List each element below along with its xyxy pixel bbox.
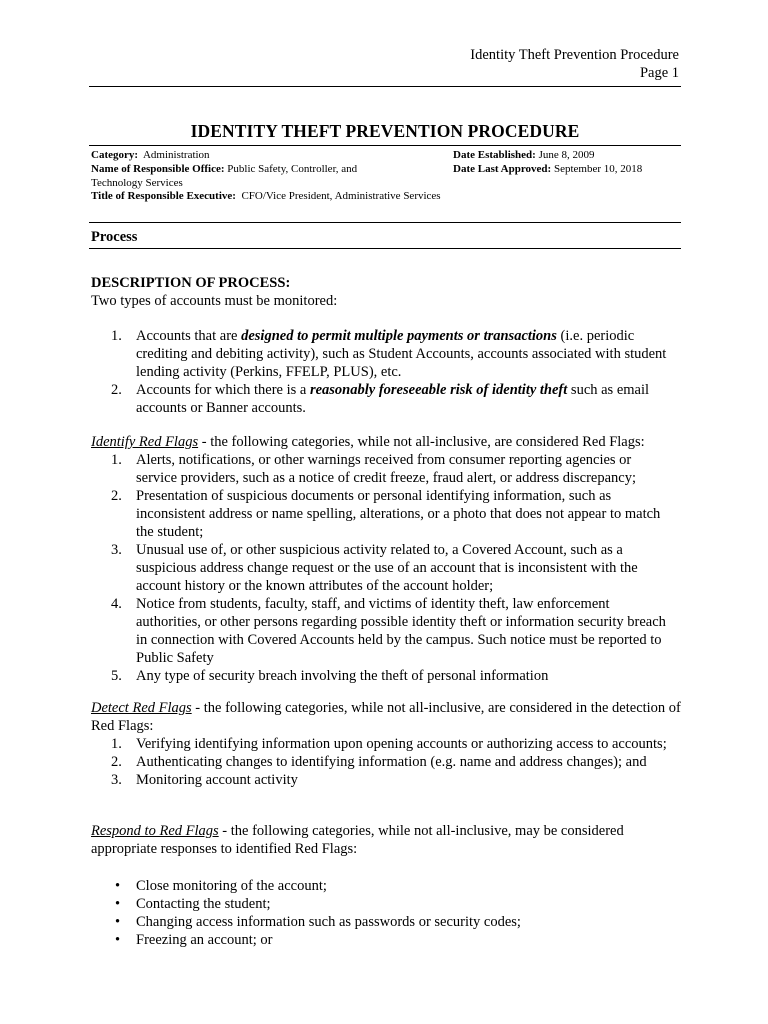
detect-intro: Detect Red Flags - the following categories, while not all-inclusive, are considered in the detection of Red Flags: xyxy=(91,700,681,734)
list-item: • Contacting the student; xyxy=(115,896,271,912)
list-item: 3. Monitoring account activity xyxy=(111,772,298,788)
list-item: 3. Unusual use of, or other suspicious activity related to, a Covered Account, such as a suspicious address change request or the use of an account that is inconsistent with the account history or the known attributes of the account holder; xyxy=(111,542,638,594)
list-item: 5. Any type of security breach involving the theft of personal information xyxy=(111,668,549,684)
list-item: 1. Verifying identifying information upon opening accounts or authorizing access to accounts; xyxy=(111,736,667,752)
category-label: Category: xyxy=(91,149,139,161)
section-label: Process xyxy=(91,229,138,245)
office-value: Public Safety, Controller, and Technology Services xyxy=(91,162,358,189)
executive-label: Title of Responsible Executive: xyxy=(91,190,236,202)
description-block xyxy=(91,274,681,310)
identify-label: Identify Red Flags xyxy=(91,434,199,450)
category-line xyxy=(91,149,411,163)
document-title: IDENTITY THEFT PREVENTION PROCEDURE xyxy=(190,121,580,141)
respond-label: Respond to Red Flags xyxy=(91,823,219,839)
office-label: Name of Responsible Office: xyxy=(91,162,225,175)
established-value: June 8, 2009 xyxy=(538,149,595,161)
bullet-icon: • xyxy=(115,932,121,948)
list-item: 1. Accounts that are designed to permit multiple payments or transactions (i.e. periodic crediting and debiting activity), such as Student Accounts, accounts associated with student lending activity (Perkins, FFELP, PLUS), etc. xyxy=(111,328,667,380)
bullet-icon: • xyxy=(115,896,121,912)
executive-line xyxy=(91,190,651,204)
list-item: 4. Notice from students, faculty, staff, and victims of identity theft, law enforcement authorities, or other persons regarding possible identity theft or information security breach in connection with Covered Accounts held by the campus. Such notice must be reported to Public Safety xyxy=(111,596,666,666)
running-header-title: Identity Theft Prevention Procedure xyxy=(470,47,679,63)
list-item: • Changing access information such as passwords or security codes; xyxy=(115,914,521,930)
approved-line xyxy=(453,163,683,177)
identify-intro: Identify Red Flags - the following categories, while not all-inclusive, are considered Red Flags: xyxy=(91,434,645,450)
meta-left-block xyxy=(91,149,411,190)
header-rule xyxy=(89,86,681,87)
approved-label: Date Last Approved: xyxy=(453,162,552,175)
executive-value: CFO/Vice President, Administrative Services xyxy=(241,190,441,202)
account-types-list xyxy=(111,327,671,417)
list-item: • Close monitoring of the account; xyxy=(115,878,327,894)
description-heading: DESCRIPTION OF PROCESS: xyxy=(91,275,291,291)
approved-value: September 10, 2018 xyxy=(553,162,643,175)
office-line xyxy=(91,163,411,191)
detect-list xyxy=(111,735,671,789)
established-line xyxy=(453,149,683,163)
title-rule xyxy=(89,145,681,146)
section-rule xyxy=(89,248,681,249)
respond-intro: Respond to Red Flags - the following categories, while not all-inclusive, may be considered appropriate responses to identified Red Flags: xyxy=(91,823,624,857)
meta-right-block xyxy=(453,149,683,177)
list-item: 2. Authenticating changes to identifying information (e.g. name and address changes); and xyxy=(111,754,647,770)
detect-label: Detect Red Flags xyxy=(91,700,192,716)
bullet-icon: • xyxy=(115,878,121,894)
identify-list xyxy=(111,451,671,685)
list-item: 2. Accounts for which there is a reasonably foreseeable risk of identity theft such as email accounts or Banner accounts. xyxy=(111,382,650,416)
page-number: Page 1 xyxy=(639,65,679,81)
list-item: • Freezing an account; or xyxy=(115,932,273,948)
running-header xyxy=(470,46,679,82)
meta-rule xyxy=(89,222,681,223)
bullet-icon: • xyxy=(115,914,121,930)
list-item: 1. Alerts, notifications, or other warnings received from consumer reporting agencies or service providers, such as a notice of credit freeze, fraud alert, or address discrepancy; xyxy=(111,452,637,486)
description-intro: Two types of accounts must be monitored: xyxy=(91,293,338,309)
respond-list xyxy=(113,877,673,949)
established-label: Date Established: xyxy=(453,149,536,161)
category-value: Administration xyxy=(142,149,210,161)
list-item: 2. Presentation of suspicious documents or personal identifying information, such as inconsistent address or name spelling, alterations, or a photo that does not appear to match the student; xyxy=(111,488,661,540)
